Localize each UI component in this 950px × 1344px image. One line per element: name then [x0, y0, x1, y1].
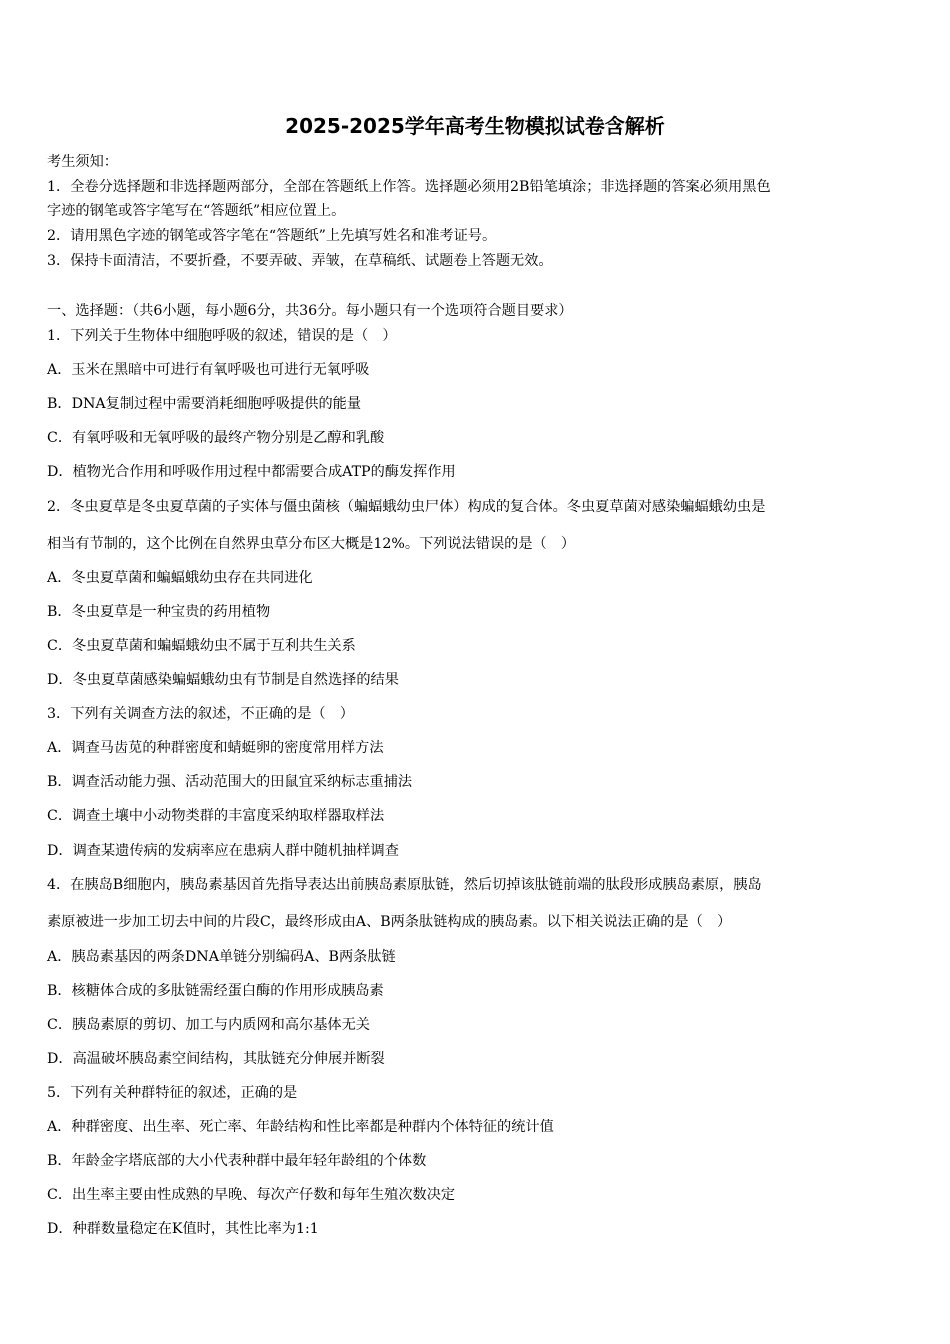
q1-option-d: D．植物光合作用和呼吸作用过程中都需要合成ATP的酶发挥作用: [47, 464, 456, 480]
q3-option-b: B．调查活动能力强、活动范围大的田鼠宜采纳标志重捕法: [47, 774, 413, 790]
q1-option-c: C．有氧呼吸和无氧呼吸的最终产物分别是乙醇和乳酸: [47, 430, 385, 446]
q5-option-a: A．种群密度、出生率、死亡率、年龄结构和性比率都是种群内个体特征的统计值: [47, 1119, 554, 1135]
q2-option-a: A．冬虫夏草菌和蝙蝠蛾幼虫存在共同进化: [47, 570, 313, 586]
q2-option-b: B．冬虫夏草是一种宝贵的药用植物: [47, 604, 271, 620]
q4-option-d: D．高温破坏胰岛素空间结构，其肽链充分伸展并断裂: [47, 1051, 385, 1067]
notice-line-4: 3．保持卡面清洁，不要折叠，不要弄破、弄皱，在草稿纸、试题卷上答题无效。: [47, 253, 553, 269]
q2-stem-line-2: 相当有节制的，这个比例在自然界虫草分布区大概是12%。下列说法错误的是（ ）: [47, 536, 576, 552]
q3-option-a: A．调查马齿苋的种群密度和蜻蜓卵的密度常用样方法: [47, 740, 384, 756]
notice-line-2: 字迹的钢笔或答字笔写在“答题纸”相应位置上。: [47, 203, 346, 219]
section-heading: 一、选择题：（共6小题，每小题6分，共36分。每小题只有一个选项符合题目要求）: [47, 303, 573, 319]
q5-stem: 5．下列有关种群特征的叙述，正确的是: [47, 1085, 298, 1101]
q2-option-c: C．冬虫夏草菌和蝙蝠蛾幼虫不属于互利共生关系: [47, 638, 356, 654]
q3-stem: 3．下列有关调查方法的叙述，不正确的是（ ）: [47, 706, 354, 722]
q4-option-c: C．胰岛素原的剪切、加工与内质网和高尔基体无关: [47, 1017, 370, 1033]
q2-option-d: D．冬虫夏草菌感染蝙蝠蛾幼虫有节制是自然选择的结果: [47, 672, 399, 688]
q4-stem-line-1: 4．在胰岛B细胞内，胰岛素基因首先指导表达出前胰岛素原肽链，然后切掉该肽链前端的肽段形成胰岛素原，胰岛: [47, 877, 762, 893]
notice-line-3: 2．请用黑色字迹的钢笔或答字笔在“答题纸”上先填写姓名和准考证号。: [47, 228, 497, 244]
q1-option-b: B．DNA复制过程中需要消耗细胞呼吸提供的能量: [47, 396, 362, 412]
q1-stem: 1．下列关于生物体中细胞呼吸的叙述，错误的是（ ）: [47, 328, 397, 344]
q4-option-a: A．胰岛素基因的两条DNA单链分别编码A、B两条肽链: [47, 949, 396, 965]
q3-option-d: D．调查某遗传病的发病率应在患病人群中随机抽样调查: [47, 843, 399, 859]
notice-heading: 考生须知：: [47, 154, 118, 170]
page-title: 2025-2025学年高考生物模拟试卷含解析: [285, 114, 665, 138]
q5-option-b: B．年龄金字塔底部的大小代表种群中最年轻年龄组的个体数: [47, 1153, 427, 1169]
notice-line-1: 1．全卷分选择题和非选择题两部分，全部在答题纸上作答。选择题必须用2B铅笔填涂；非选择题的答案必须用黑色: [47, 179, 771, 195]
q1-option-a: A．玉米在黑暗中可进行有氧呼吸也可进行无氧呼吸: [47, 362, 370, 378]
q3-option-c: C．调查土壤中小动物类群的丰富度采纳取样器取样法: [47, 808, 385, 824]
q4-stem-line-2: 素原被进一步加工切去中间的片段C，最终形成由A、B两条肽链构成的胰岛素。以下相关说法正确的是（ ）: [47, 914, 732, 930]
q5-option-d: D．种群数量稳定在K值时，其性比率为1:1: [47, 1221, 319, 1237]
q2-stem-line-1: 2．冬虫夏草是冬虫夏草菌的子实体与僵虫菌核（蝙蝠蛾幼虫尸体）构成的复合体。冬虫夏草菌对感染蝙蝠蛾幼虫是: [47, 499, 766, 515]
q5-option-c: C．出生率主要由性成熟的早晚、每次产仔数和每年生殖次数决定: [47, 1187, 456, 1203]
q4-option-b: B．核糖体合成的多肽链需经蛋白酶的作用形成胰岛素: [47, 983, 384, 999]
